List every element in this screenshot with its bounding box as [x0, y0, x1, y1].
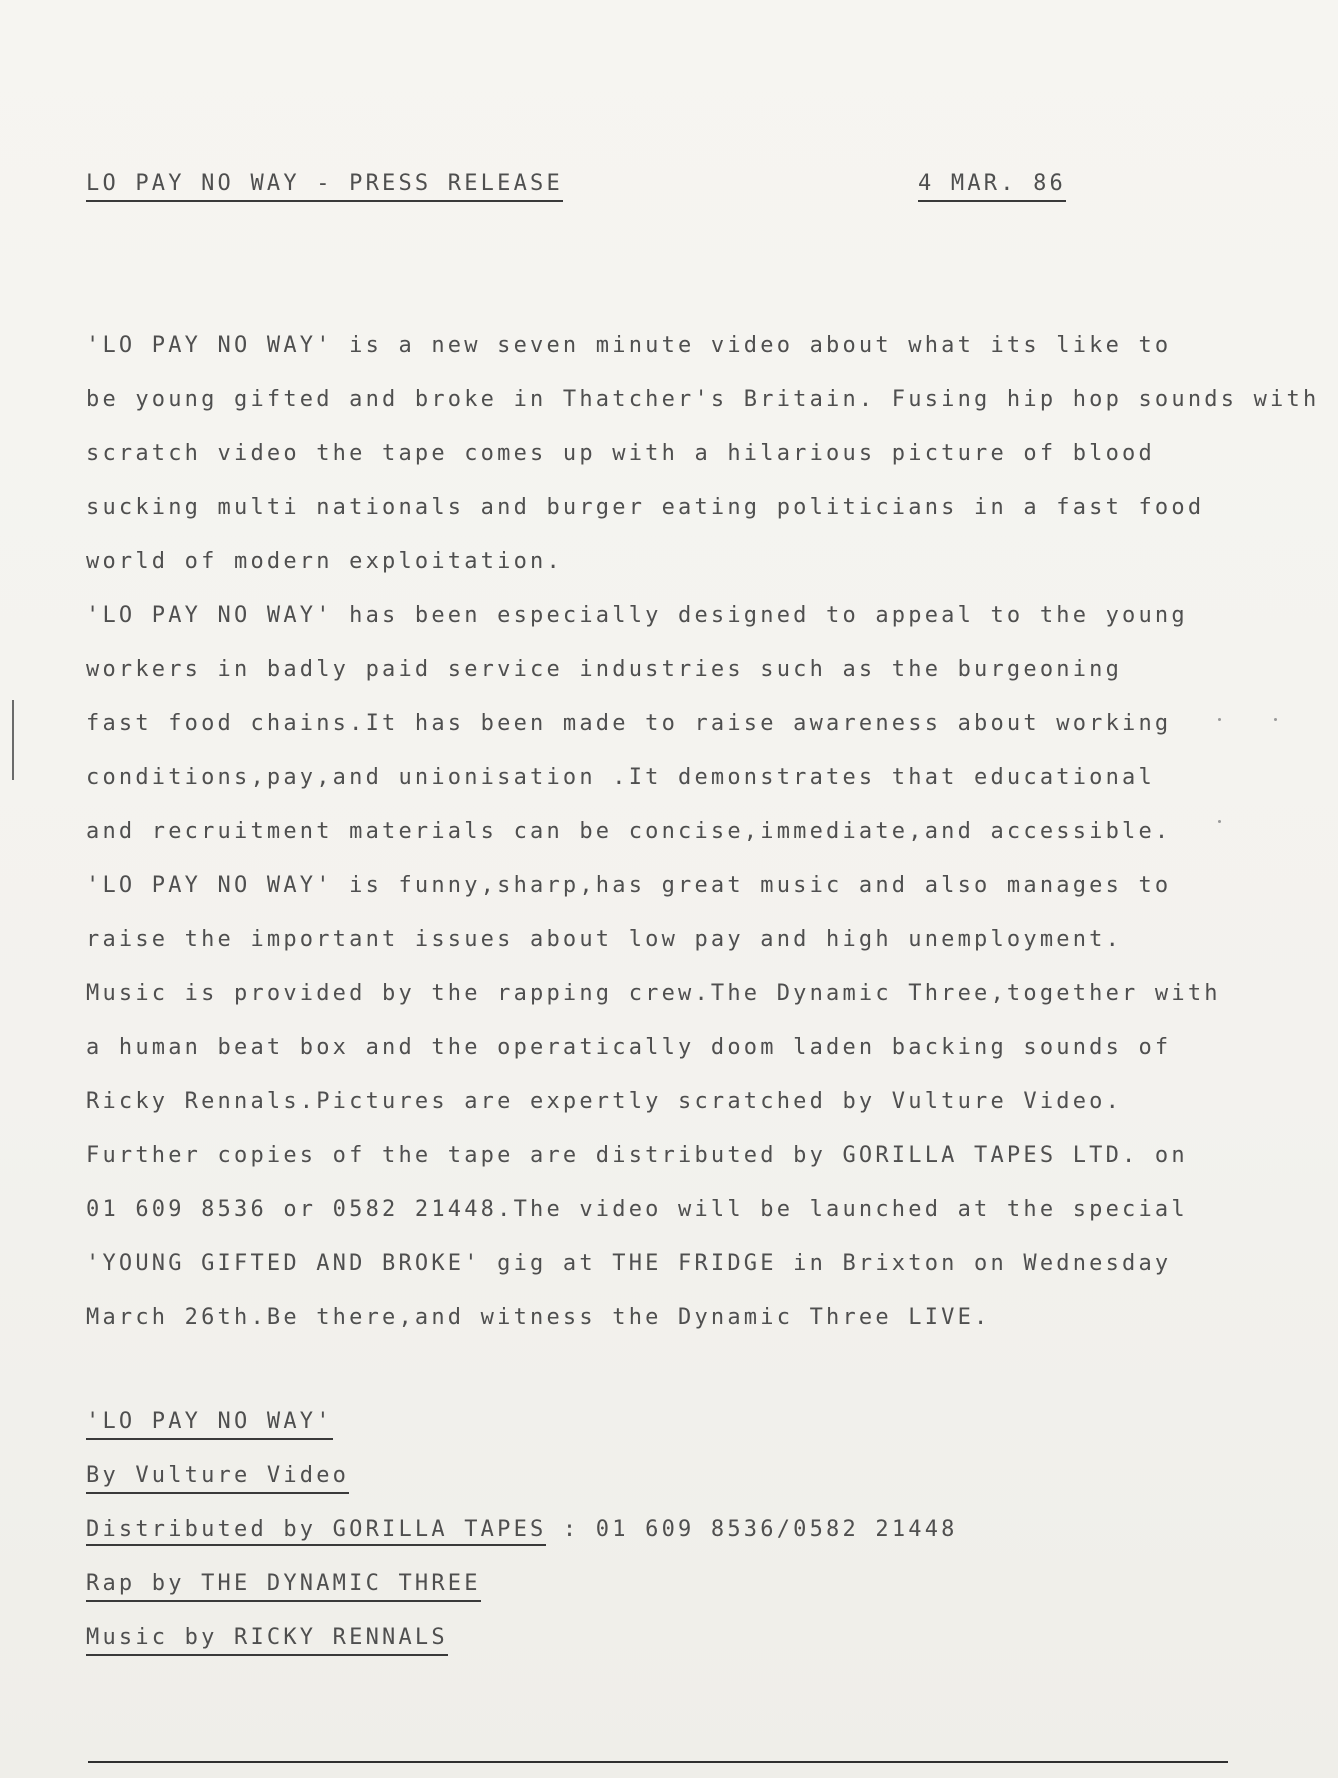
body-line: 'LO PAY NO WAY' is a new seven minute video about what its like to: [86, 333, 1172, 358]
body-line: 'YOUNG GIFTED AND BROKE' gig at THE FRIDGE in Brixton on Wednesday: [86, 1251, 1172, 1276]
body-line: fast food chains.It has been made to raise awareness about working: [86, 711, 1172, 736]
body-line: a human beat box and the operatically doom laden backing sounds of: [86, 1035, 1172, 1060]
body-line: and recruitment materials can be concise,immediate,and accessible.: [86, 819, 1172, 844]
credit-distributed: [86, 1516, 958, 1544]
body-line: Music is provided by the rapping crew.The Dynamic Three,together with: [86, 981, 1221, 1006]
body-line: Ricky Rennals.Pictures are expertly scratched by Vulture Video.: [86, 1089, 1123, 1114]
header-title: LO PAY NO WAY - PRESS RELEASE: [86, 170, 563, 202]
body-line: sucking multi nationals and burger eating politicians in a fast food: [86, 495, 1205, 520]
body-line: raise the important issues about low pay and high unemployment.: [86, 927, 1123, 952]
header-date: 4 MAR. 86: [918, 170, 1066, 202]
paper-speck: [1274, 718, 1277, 721]
body-line: 'LO PAY NO WAY' is funny,sharp,has great music and also manages to: [86, 873, 1172, 898]
body-line: workers in badly paid service industries such as the burgeoning: [86, 657, 1123, 682]
body-line: conditions,pay,and unionisation .It demonstrates that educational: [86, 765, 1155, 790]
body-line: March 26th.Be there,and witness the Dynamic Three LIVE.: [86, 1305, 991, 1330]
paper-speck: [1218, 718, 1221, 721]
bottom-rule: [88, 1761, 1228, 1763]
body-line: 'LO PAY NO WAY' has been especially designed to appeal to the young: [86, 603, 1188, 628]
body-line: Further copies of the tape are distributed by GORILLA TAPES LTD. on: [86, 1143, 1188, 1168]
body-line: scratch video the tape comes up with a hilarious picture of blood: [86, 441, 1155, 466]
body-line: world of modern exploitation.: [86, 549, 563, 574]
body-line: be young gifted and broke in Thatcher's Britain. Fusing hip hop sounds with: [86, 387, 1320, 412]
credits-title: 'LO PAY NO WAY': [86, 1408, 333, 1440]
margin-mark: [12, 700, 14, 780]
credit-music: Music by RICKY RENNALS: [86, 1624, 448, 1656]
credit-distributed-phone: : 01 609 8536/0582 21448: [546, 1517, 958, 1542]
credit-rap: Rap by THE DYNAMIC THREE: [86, 1570, 481, 1602]
credit-distributed-label: Distributed by GORILLA TAPES: [86, 1517, 546, 1546]
credit-by: By Vulture Video: [86, 1462, 349, 1494]
paper-speck: [1218, 820, 1221, 823]
body-line: 01 609 8536 or 0582 21448.The video will be launched at the special: [86, 1197, 1188, 1222]
